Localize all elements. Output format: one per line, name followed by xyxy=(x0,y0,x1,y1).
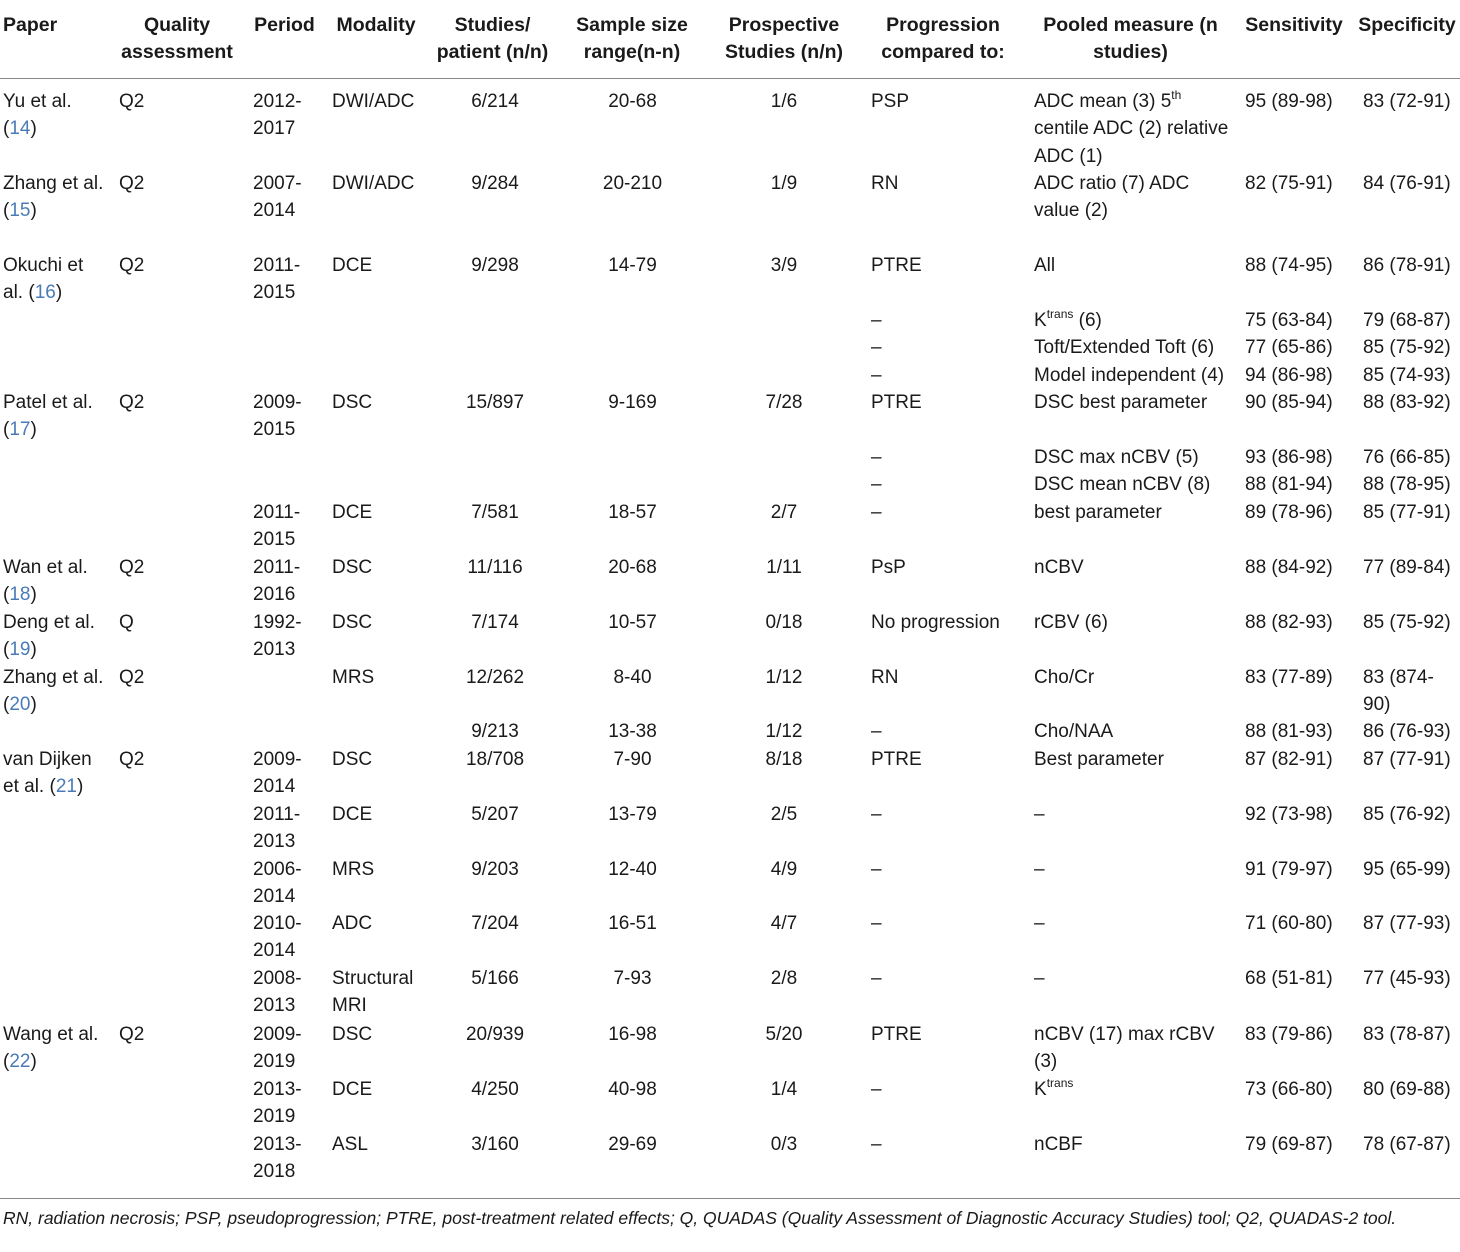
footnote-divider xyxy=(0,1198,1460,1199)
prospective-cell: 4/7 xyxy=(770,913,798,934)
progression-cell: – xyxy=(871,968,882,989)
pooled-measure-text: nCBV xyxy=(1034,557,1084,578)
sensitivity-cell: 95 (89-98) xyxy=(1245,91,1333,112)
prospective-cell: 1/9 xyxy=(770,173,798,194)
sensitivity-cell: 77 (65-86) xyxy=(1245,337,1333,358)
sample-size-cell: 16-51 xyxy=(608,913,657,934)
studies-cell: 20/939 xyxy=(465,1024,525,1045)
modality-cell: DSC xyxy=(332,612,373,633)
sensitivity-cell: 88 (82-93) xyxy=(1245,612,1333,633)
progression-cell: PsP xyxy=(871,557,906,578)
specificity-cell: 83 (78-87) xyxy=(1363,1024,1451,1045)
progression-cell: – xyxy=(871,1134,882,1155)
progression-cell: PTRE xyxy=(871,255,922,276)
pooled-measure-text: Cho/NAA xyxy=(1034,721,1114,742)
paper-cell: Patel et al. (17) xyxy=(3,392,93,441)
paper-author: Zhang et al. xyxy=(3,667,104,688)
pooled-measure-text: DSC mean nCBV (8) xyxy=(1034,474,1211,495)
studies-cell: 11/116 xyxy=(467,557,523,578)
period-cell: 2009-2015 xyxy=(253,392,302,441)
progression-cell: – xyxy=(871,721,882,742)
modality-cell: MRS xyxy=(332,859,375,880)
specificity-cell: 85 (75-92) xyxy=(1363,612,1451,633)
progression-cell: PTRE xyxy=(871,749,922,770)
period-cell: 2008-2013 xyxy=(253,968,302,1017)
specificity-cell: 88 (83-92) xyxy=(1363,392,1451,413)
sensitivity-cell: 92 (73-98) xyxy=(1245,804,1333,825)
progression-cell: PSP xyxy=(871,91,910,112)
paper-cell: Zhang et al. (20) xyxy=(3,667,104,716)
modality-cell: DCE xyxy=(332,255,373,276)
sample-size-cell: 18-57 xyxy=(608,502,657,523)
paper-reference-link: 21 xyxy=(55,776,77,798)
progression-cell: – xyxy=(871,310,882,331)
progression-cell: RN xyxy=(871,173,899,194)
specificity-cell: 88 (78-95) xyxy=(1363,474,1451,495)
progression-cell: – xyxy=(871,474,882,495)
studies-cell: 7/174 xyxy=(471,612,519,633)
paper-cell: Wan et al. (18) xyxy=(3,557,88,606)
paper-reference-link: 22 xyxy=(9,1051,31,1073)
specificity-cell: 80 (69-88) xyxy=(1363,1079,1451,1100)
modality-cell: DSC xyxy=(332,392,373,413)
sensitivity-cell: 73 (66-80) xyxy=(1245,1079,1333,1100)
prospective-cell: 2/8 xyxy=(770,968,798,989)
period-cell: 2011-2013 xyxy=(253,804,301,853)
pooled-measure-superscript: th xyxy=(1171,88,1182,102)
pooled-measure-cell xyxy=(1034,664,1234,691)
prospective-cell: 1/12 xyxy=(765,667,803,688)
pooled-measure-text: – xyxy=(1034,859,1045,880)
modality-cell: DCE xyxy=(332,804,373,825)
sample-size-cell: 29-69 xyxy=(608,1134,657,1155)
paper-cell: Deng et al. (19) xyxy=(3,612,95,661)
pooled-measure-cell xyxy=(1034,334,1234,361)
paper-cell: Okuchi et al. (16) xyxy=(3,255,84,304)
pooled-measure-text: DSC max nCBV (5) xyxy=(1034,447,1199,468)
paper-cell: Yu et al. (14) xyxy=(3,91,72,140)
specificity-cell: 79 (68-87) xyxy=(1363,310,1451,331)
header-sample-size: Sample size range(n-n) xyxy=(576,14,688,63)
progression-cell: No progression xyxy=(871,612,1000,633)
pooled-measure-superscript: trans xyxy=(1046,307,1074,321)
modality-cell: MRS xyxy=(332,667,375,688)
progression-cell: – xyxy=(871,502,882,523)
period-cell: 2010-2014 xyxy=(253,913,302,962)
sample-size-cell: 40-98 xyxy=(608,1079,657,1100)
pooled-measure-text: K xyxy=(1034,310,1047,331)
period-cell: 2009-2014 xyxy=(253,749,302,798)
modality-cell: DSC xyxy=(332,1024,373,1045)
header-period: Period xyxy=(254,14,315,36)
pooled-measure-cell xyxy=(1034,444,1234,471)
specificity-cell: 83 (72-91) xyxy=(1363,91,1451,112)
modality-cell: DCE xyxy=(332,502,373,523)
progression-cell: PTRE xyxy=(871,392,922,413)
paper-author: Deng et al. xyxy=(3,612,95,633)
pooled-measure-text: All xyxy=(1034,255,1056,276)
pooled-measure-superscript: trans xyxy=(1046,1076,1074,1090)
specificity-cell: 84 (76-91) xyxy=(1363,173,1451,194)
header-progression: Progression compared to: xyxy=(881,14,1005,63)
paper-cell: Zhang et al. (15) xyxy=(3,173,104,222)
sensitivity-cell: 91 (79-97) xyxy=(1245,859,1333,880)
table-footnote: RN, radiation necrosis; PSP, pseudoprogression; PTRE, post-treatment related effects; Q, QUADAS (Quality Assessment of Diagnostic Accuracy Studies) tool; Q2, QUADAS-2 tool. xyxy=(3,1208,1397,1228)
specificity-cell: 77 (89-84) xyxy=(1363,557,1451,578)
specificity-cell: 85 (77-91) xyxy=(1363,502,1451,523)
header-paper: Paper xyxy=(3,14,58,36)
modality-cell: DWI/ADC xyxy=(332,173,415,194)
pooled-measure-cell xyxy=(1034,170,1234,225)
pooled-measure-suffix: (6) xyxy=(1073,310,1102,331)
pooled-measure-cell xyxy=(1034,88,1234,170)
sensitivity-cell: 94 (86-98) xyxy=(1245,365,1333,386)
prospective-cell: 3/9 xyxy=(770,255,798,276)
sample-size-cell: 20-68 xyxy=(608,91,657,112)
paper-author: Okuchi et al. xyxy=(3,255,84,304)
pooled-measure-text: – xyxy=(1034,968,1045,989)
pooled-measure-cell xyxy=(1034,362,1234,389)
prospective-cell: 2/5 xyxy=(770,804,798,825)
studies-cell: 7/204 xyxy=(471,913,519,934)
prospective-cell: 0/18 xyxy=(765,612,803,633)
modality-cell: DSC xyxy=(332,557,373,578)
specificity-cell: 86 (78-91) xyxy=(1363,255,1451,276)
sample-size-cell: 20-68 xyxy=(608,557,657,578)
pooled-measure-suffix: centile ADC (2) relative ADC (1) xyxy=(1034,118,1229,167)
paper-cell: Wang et al. (22) xyxy=(3,1024,99,1073)
pooled-measure-text: Model independent (4) xyxy=(1034,365,1225,386)
studies-cell: 3/160 xyxy=(471,1134,519,1155)
sample-size-cell: 14-79 xyxy=(608,255,657,276)
sample-size-cell: 16-98 xyxy=(608,1024,657,1045)
specificity-cell: 77 (45-93) xyxy=(1363,968,1451,989)
period-cell: 2011-2015 xyxy=(253,255,301,304)
pooled-measure-cell xyxy=(1034,1131,1234,1158)
pooled-measure-text: – xyxy=(1034,913,1045,934)
sensitivity-cell: 82 (75-91) xyxy=(1245,173,1333,194)
sensitivity-cell: 88 (84-92) xyxy=(1245,557,1333,578)
pooled-measure-text: Toft/Extended Toft (6) xyxy=(1034,337,1215,358)
modality-cell: DCE xyxy=(332,1079,373,1100)
sample-size-cell: 13-38 xyxy=(608,721,657,742)
paper-author: Wang et al. xyxy=(3,1024,99,1045)
studies-cell: 9/203 xyxy=(471,859,519,880)
sensitivity-cell: 79 (69-87) xyxy=(1245,1134,1333,1155)
pooled-measure-cell xyxy=(1034,1021,1234,1076)
pooled-measure-text: K xyxy=(1034,1079,1047,1100)
sensitivity-cell: 93 (86-98) xyxy=(1245,447,1333,468)
paper-reference-link: 16 xyxy=(34,282,56,304)
studies-cell: 4/250 xyxy=(471,1079,519,1100)
table-header xyxy=(0,0,1460,79)
paper-reference-link: 15 xyxy=(9,200,31,222)
quality-cell: Q2 xyxy=(119,173,145,194)
sample-size-cell: 8-40 xyxy=(613,667,652,688)
header-modality: Modality xyxy=(336,14,416,36)
pooled-measure-cell xyxy=(1034,856,1234,883)
pooled-measure-cell xyxy=(1034,801,1234,828)
sensitivity-cell: 88 (74-95) xyxy=(1245,255,1333,276)
header-pooled-measure: Pooled measure (n studies) xyxy=(1043,14,1218,63)
sample-size-cell: 13-79 xyxy=(608,804,657,825)
paper-reference-link: 17 xyxy=(9,419,31,441)
pooled-measure-cell xyxy=(1034,965,1234,992)
sensitivity-cell: 87 (82-91) xyxy=(1245,749,1333,770)
prospective-cell: 4/9 xyxy=(770,859,798,880)
modality-cell: DSC xyxy=(332,749,373,770)
prospective-cell: 1/6 xyxy=(770,91,798,112)
studies-cell: 9/284 xyxy=(471,173,519,194)
prospective-cell: 8/18 xyxy=(765,749,803,770)
modality-cell: ASL xyxy=(332,1134,368,1155)
sample-size-cell: 9-169 xyxy=(608,392,657,413)
studies-cell: 5/207 xyxy=(471,804,519,825)
prospective-cell: 1/4 xyxy=(770,1079,798,1100)
modality-cell: ADC xyxy=(332,913,373,934)
paper-reference-link: 20 xyxy=(9,694,31,716)
studies-cell: 9/213 xyxy=(471,721,519,742)
sensitivity-cell: 88 (81-94) xyxy=(1245,474,1333,495)
specificity-cell: 76 (66-85) xyxy=(1363,447,1451,468)
studies-cell: 5/166 xyxy=(471,968,519,989)
pooled-measure-text: nCBV (17) max rCBV (3) xyxy=(1034,1024,1215,1073)
header-quality: Quality assessment xyxy=(121,14,233,63)
sample-size-cell: 7-93 xyxy=(613,968,652,989)
specificity-cell: 78 (67-87) xyxy=(1363,1134,1451,1155)
studies-cell: 9/298 xyxy=(471,255,519,276)
sensitivity-cell: 75 (63-84) xyxy=(1245,310,1333,331)
progression-cell: – xyxy=(871,447,882,468)
sample-size-cell: 10-57 xyxy=(608,612,657,633)
period-cell: 2009-2019 xyxy=(253,1024,302,1073)
specificity-cell: 95 (65-99) xyxy=(1363,859,1451,880)
sensitivity-cell: 90 (85-94) xyxy=(1245,392,1333,413)
quality-cell: Q2 xyxy=(119,749,145,770)
sensitivity-cell: 88 (81-93) xyxy=(1245,721,1333,742)
studies-cell: 18/708 xyxy=(465,749,525,770)
paper-author: Patel et al. xyxy=(3,392,93,413)
studies-cell: 12/262 xyxy=(465,667,525,688)
quality-cell: Q2 xyxy=(119,1024,145,1045)
period-cell: 2013-2018 xyxy=(253,1134,302,1183)
studies-cell: 6/214 xyxy=(471,91,519,112)
pooled-measure-cell xyxy=(1034,554,1234,581)
quality-cell: Q2 xyxy=(119,91,145,112)
period-cell: 2006-2014 xyxy=(253,859,302,908)
modality-cell: Structural MRI xyxy=(332,968,414,1017)
sensitivity-cell: 68 (51-81) xyxy=(1245,968,1333,989)
specificity-cell: 87 (77-93) xyxy=(1363,913,1451,934)
progression-cell: – xyxy=(871,1079,882,1100)
prospective-cell: 0/3 xyxy=(770,1134,798,1155)
progression-cell: – xyxy=(871,337,882,358)
pooled-measure-cell xyxy=(1034,910,1234,937)
specificity-cell: 86 (76-93) xyxy=(1363,721,1451,742)
pooled-measure-cell xyxy=(1034,471,1234,498)
header-prospective: Prospective Studies (n/n) xyxy=(724,14,844,63)
progression-cell: – xyxy=(871,913,882,934)
pooled-measure-text: rCBV (6) xyxy=(1034,612,1108,633)
period-cell: 1992-2013 xyxy=(253,612,302,661)
pooled-measure-text: ADC mean (3) 5 xyxy=(1034,91,1172,112)
sample-size-cell: 20-210 xyxy=(602,173,663,194)
progression-cell: – xyxy=(871,804,882,825)
specificity-cell: 87 (77-91) xyxy=(1363,749,1451,770)
sample-size-cell: 7-90 xyxy=(613,749,652,770)
modality-cell: DWI/ADC xyxy=(332,91,415,112)
prospective-cell: 1/12 xyxy=(765,721,803,742)
sample-size-cell: 12-40 xyxy=(608,859,657,880)
pooled-measure-cell xyxy=(1034,609,1234,636)
pooled-measure-text: DSC best parameter xyxy=(1034,392,1208,413)
period-cell: 2007-2014 xyxy=(253,173,302,222)
sensitivity-cell: 89 (78-96) xyxy=(1245,502,1333,523)
pooled-measure-cell xyxy=(1034,389,1234,416)
paper-reference-link: 14 xyxy=(9,118,31,140)
period-cell: 2012-2017 xyxy=(253,91,302,140)
studies-cell: 15/897 xyxy=(465,392,525,413)
studies-cell: 7/581 xyxy=(471,502,519,523)
pooled-measure-text: – xyxy=(1034,804,1045,825)
paper-author: Yu et al. xyxy=(3,91,72,112)
specificity-cell: 83 (874-90) xyxy=(1363,667,1434,716)
pooled-measure-cell xyxy=(1034,307,1234,334)
pooled-measure-text: Cho/Cr xyxy=(1034,667,1095,688)
pooled-measure-text: nCBF xyxy=(1034,1134,1083,1155)
period-cell: 2011-2015 xyxy=(253,502,301,551)
pooled-measure-text: best parameter xyxy=(1034,502,1162,523)
period-cell: 2013-2019 xyxy=(253,1079,302,1128)
pooled-measure-text: Best parameter xyxy=(1034,749,1164,770)
prospective-cell: 5/20 xyxy=(765,1024,803,1045)
paper-cell: van Dijken et al. (21) xyxy=(3,749,92,798)
prospective-cell: 7/28 xyxy=(765,392,803,413)
paper-reference-link: 19 xyxy=(9,639,31,661)
progression-cell: PTRE xyxy=(871,1024,922,1045)
pooled-measure-text: ADC ratio (7) ADC value (2) xyxy=(1034,173,1190,222)
paper-author: van Dijken et al. xyxy=(3,749,92,798)
pooled-measure-cell xyxy=(1034,718,1234,745)
paper-author: Wan et al. xyxy=(3,557,88,578)
pooled-measure-cell xyxy=(1034,1076,1234,1103)
sensitivity-cell: 83 (79-86) xyxy=(1245,1024,1333,1045)
pooled-measure-cell xyxy=(1034,746,1234,773)
progression-cell: – xyxy=(871,859,882,880)
pooled-measure-cell xyxy=(1034,499,1234,526)
quality-cell: Q2 xyxy=(119,392,145,413)
progression-cell: – xyxy=(871,365,882,386)
quality-cell: Q2 xyxy=(119,255,145,276)
specificity-cell: 85 (76-92) xyxy=(1363,804,1451,825)
sensitivity-cell: 83 (77-89) xyxy=(1245,667,1333,688)
quality-cell: Q2 xyxy=(119,667,145,688)
prospective-cell: 2/7 xyxy=(770,502,798,523)
sensitivity-cell: 71 (60-80) xyxy=(1245,913,1333,934)
quality-cell: Q2 xyxy=(119,557,145,578)
header-specificity: Specificity xyxy=(1358,14,1456,36)
period-cell: 2011-2016 xyxy=(253,557,301,606)
prospective-cell: 1/11 xyxy=(766,557,802,578)
pooled-measure-cell xyxy=(1034,252,1234,279)
progression-cell: RN xyxy=(871,667,899,688)
header-studies: Studies/ patient (n/n) xyxy=(436,14,549,63)
specificity-cell: 85 (74-93) xyxy=(1363,365,1451,386)
paper-reference-link: 18 xyxy=(9,584,31,606)
specificity-cell: 85 (75-92) xyxy=(1363,337,1451,358)
quality-cell: Q xyxy=(119,612,134,633)
header-sensitivity: Sensitivity xyxy=(1245,14,1343,36)
paper-author: Zhang et al. xyxy=(3,173,104,194)
